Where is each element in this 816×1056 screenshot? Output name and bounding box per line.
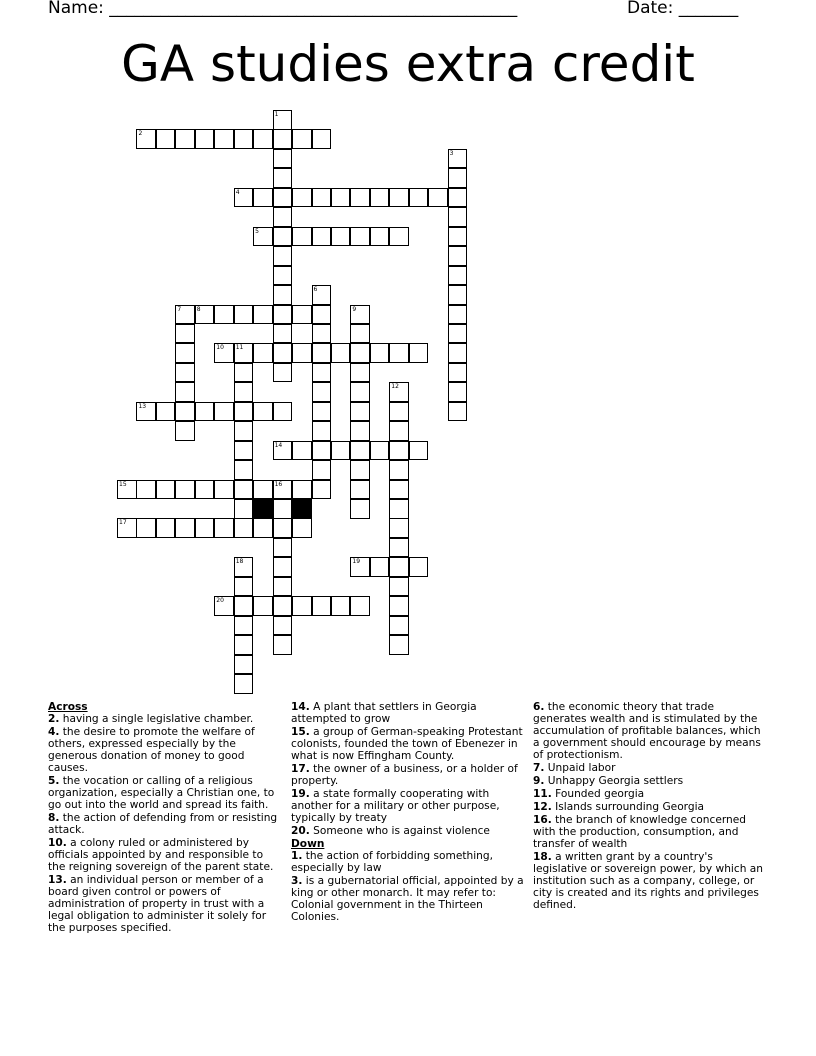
grid-cell[interactable]: [234, 655, 254, 675]
clue-item: [291, 825, 526, 837]
grid-cell[interactable]: [234, 557, 254, 577]
grid-cell[interactable]: [253, 402, 273, 422]
clue-number: 6.: [533, 701, 545, 713]
grid-cell[interactable]: [234, 480, 254, 500]
grid-cell[interactable]: [273, 324, 293, 344]
clue-item: [533, 762, 768, 774]
clue-number-label: 11: [235, 344, 244, 352]
clue-text: Unpaid labor: [547, 762, 616, 774]
grid-cell[interactable]: [195, 518, 215, 538]
grid-cell[interactable]: [312, 596, 332, 616]
page-title: GA studies extra credit: [121, 35, 695, 93]
clue-number: 1.: [291, 850, 303, 862]
name-field[interactable]: Name: ________________________________________________: [48, 0, 518, 18]
grid-cell[interactable]: [234, 635, 254, 655]
grid-cell[interactable]: [292, 480, 312, 500]
grid-cell[interactable]: [409, 343, 429, 363]
grid-cell[interactable]: [175, 518, 195, 538]
clue-number: 5.: [48, 775, 60, 787]
grid-cell[interactable]: [273, 168, 293, 188]
clue-number: 11.: [533, 788, 552, 800]
grid-cell[interactable]: [350, 305, 370, 325]
clue-text: a written grant by a country's legislative or sovereign power, by which an institution such as a company, college, or city is created and its rights and privileges defined.: [533, 851, 763, 911]
grid-cell[interactable]: [312, 343, 332, 363]
clue-number-label: 7: [177, 305, 182, 313]
clue-number-label: 14: [274, 441, 283, 449]
grid-cell[interactable]: [234, 616, 254, 636]
grid-cell[interactable]: [389, 577, 409, 597]
clue-text: A plant that settlers in Georgia attempted to grow: [291, 701, 477, 725]
grid-cell[interactable]: [253, 129, 273, 149]
grid-cell[interactable]: [350, 402, 370, 422]
grid-cell[interactable]: [175, 382, 195, 402]
grid-cell[interactable]: [273, 596, 293, 616]
grid-cell[interactable]: [370, 557, 390, 577]
grid-cell[interactable]: [312, 480, 332, 500]
grid-cell[interactable]: [389, 616, 409, 636]
grid-cell[interactable]: [389, 227, 409, 247]
grid-cell[interactable]: [253, 343, 273, 363]
clue-text: the branch of knowledge concerned with the production, consumption, and transfer of wealth: [533, 814, 746, 850]
grid-cell[interactable]: [448, 227, 468, 247]
clue-text: the economic theory that trade generates wealth and is stimulated by the accumulation of profitable balances, which a government should encourage by means of protectionism.: [533, 701, 761, 761]
black-cell: [253, 499, 273, 519]
clue-text: is a gubernatorial official, appointed by a king or other monarch. It may refer to: Colonial government in the Thirteen Colonies.: [291, 875, 524, 923]
grid-cell[interactable]: [234, 460, 254, 480]
clue-number: 14.: [291, 701, 310, 713]
clues-column-1: [48, 701, 283, 935]
grid-cell[interactable]: [156, 129, 176, 149]
grid-cell[interactable]: [273, 616, 293, 636]
clue-number: 3.: [291, 875, 303, 887]
grid-cell[interactable]: [195, 402, 215, 422]
grid-cell[interactable]: [234, 363, 254, 383]
grid-cell[interactable]: [214, 129, 234, 149]
clue-item: [48, 775, 283, 811]
grid-cell[interactable]: [273, 285, 293, 305]
grid-cell[interactable]: [273, 305, 293, 325]
grid-cell[interactable]: [448, 149, 468, 169]
grid-cell[interactable]: [350, 363, 370, 383]
clue-item: [533, 851, 768, 911]
grid-cell[interactable]: [273, 129, 293, 149]
grid-cell[interactable]: [350, 460, 370, 480]
clue-number-label: 6: [313, 286, 318, 294]
grid-cell[interactable]: [234, 441, 254, 461]
grid-cell[interactable]: [175, 343, 195, 363]
grid-cell[interactable]: [350, 596, 370, 616]
grid-cell[interactable]: [234, 129, 254, 149]
grid-cell[interactable]: [389, 441, 409, 461]
grid-cell[interactable]: [292, 441, 312, 461]
clue-number-label: 12: [391, 383, 399, 391]
grid-cell[interactable]: [312, 285, 332, 305]
grid-cell[interactable]: [156, 518, 176, 538]
grid-cell[interactable]: [175, 402, 195, 422]
grid-cell[interactable]: [389, 460, 409, 480]
grid-cell[interactable]: [350, 421, 370, 441]
grid-cell[interactable]: [389, 480, 409, 500]
clue-text: Someone who is against violence: [313, 825, 490, 837]
grid-cell[interactable]: [292, 518, 312, 538]
grid-cell[interactable]: [117, 480, 137, 500]
clue-number-label: 1: [274, 111, 279, 118]
grid-cell[interactable]: [195, 480, 215, 500]
grid-cell[interactable]: [350, 441, 370, 461]
grid-cell[interactable]: [389, 557, 409, 577]
grid-cell[interactable]: [273, 227, 293, 247]
grid-cell[interactable]: [136, 518, 156, 538]
clue-number: 13.: [48, 874, 67, 886]
black-cell: [292, 499, 312, 519]
grid-cell[interactable]: [214, 343, 234, 363]
clue-number: 16.: [533, 814, 552, 826]
grid-cell[interactable]: [273, 518, 293, 538]
grid-cell[interactable]: [253, 518, 273, 538]
grid-cell[interactable]: [350, 343, 370, 363]
grid-cell[interactable]: [273, 499, 293, 519]
clue-text: Founded georgia: [555, 788, 645, 800]
clue-item: [48, 837, 283, 873]
grid-cell[interactable]: [136, 402, 156, 422]
grid-cell[interactable]: [234, 343, 254, 363]
grid-cell[interactable]: [312, 382, 332, 402]
grid-cell[interactable]: [312, 363, 332, 383]
grid-cell[interactable]: [253, 305, 273, 325]
clue-text: Unhappy Georgia settlers: [547, 775, 684, 787]
grid-cell[interactable]: [136, 129, 156, 149]
grid-cell[interactable]: [448, 246, 468, 266]
clue-text: the vocation or calling of a religious organization, especially a Christian one, to go out into the world and spread its faith.: [48, 775, 275, 811]
grid-cell[interactable]: [273, 577, 293, 597]
grid-cell[interactable]: [448, 382, 468, 402]
grid-cell[interactable]: [448, 402, 468, 422]
clue-text: a colony ruled or administered by officials appointed by and responsible to the reigning sovereign of the parent state.: [48, 837, 274, 873]
grid-cell[interactable]: [292, 227, 312, 247]
grid-cell[interactable]: [312, 324, 332, 344]
grid-cell[interactable]: [175, 480, 195, 500]
clue-number-label: 17: [119, 519, 127, 527]
grid-cell[interactable]: [448, 363, 468, 383]
grid-cell[interactable]: [234, 596, 254, 616]
grid-cell[interactable]: [389, 421, 409, 441]
grid-cell[interactable]: [234, 518, 254, 538]
clue-number: 2.: [48, 713, 60, 725]
clue-number: 17.: [291, 763, 310, 775]
clue-text: an individual person or member of a board given control or powers of administration of property in trust with a legal obligation to administer it solely for the purposes specified.: [48, 874, 267, 934]
clue-item: [533, 801, 768, 813]
clue-text: the owner of a business, or a holder of property.: [291, 763, 518, 787]
clue-number: 20.: [291, 825, 310, 837]
grid-cell[interactable]: [273, 343, 293, 363]
grid-cell[interactable]: [292, 596, 312, 616]
clue-item: [48, 726, 283, 774]
grid-cell[interactable]: [273, 402, 293, 422]
grid-cell[interactable]: [312, 421, 332, 441]
grid-cell[interactable]: [389, 518, 409, 538]
grid-cell[interactable]: [273, 207, 293, 227]
grid-cell[interactable]: [273, 480, 293, 500]
grid-cell[interactable]: [448, 207, 468, 227]
grid-cell[interactable]: [175, 129, 195, 149]
clues-column-3: [533, 701, 768, 912]
grid-cell[interactable]: [273, 557, 293, 577]
clue-item: [533, 788, 768, 800]
grid-cell[interactable]: [448, 324, 468, 344]
grid-cell[interactable]: [273, 188, 293, 208]
grid-cell[interactable]: [350, 382, 370, 402]
clue-number: 7.: [533, 762, 545, 774]
clues-column-2: [291, 701, 526, 924]
clue-item: [291, 788, 526, 824]
clue-item: [291, 875, 526, 923]
clue-number: 18.: [533, 851, 552, 863]
grid-cell[interactable]: [175, 305, 195, 325]
clue-number-label: 4: [235, 188, 240, 196]
clue-number-label: 5: [255, 227, 259, 235]
grid-cell[interactable]: [312, 188, 332, 208]
grid-cell[interactable]: [214, 518, 234, 538]
grid-cell[interactable]: [234, 674, 254, 694]
grid-cell[interactable]: [253, 227, 273, 247]
grid-cell[interactable]: [273, 363, 293, 383]
grid-cell[interactable]: [234, 577, 254, 597]
grid-cell[interactable]: [175, 324, 195, 344]
grid-cell[interactable]: [370, 343, 390, 363]
grid-cell[interactable]: [292, 343, 312, 363]
grid-cell[interactable]: [234, 402, 254, 422]
grid-cell[interactable]: [136, 480, 156, 500]
clue-number-label: 10: [216, 344, 224, 352]
grid-cell[interactable]: [214, 305, 234, 325]
clue-item: [533, 775, 768, 787]
clue-text: a group of German-speaking Protestant colonists, founded the town of Ebenezer in what is now Effingham County.: [291, 726, 523, 762]
grid-cell[interactable]: [428, 188, 448, 208]
clue-number: 15.: [291, 726, 310, 738]
grid-cell[interactable]: [409, 441, 429, 461]
grid-cell[interactable]: [389, 188, 409, 208]
grid-cell[interactable]: [409, 188, 429, 208]
grid-cell[interactable]: [312, 460, 332, 480]
grid-cell[interactable]: [234, 421, 254, 441]
grid-cell[interactable]: [389, 538, 409, 558]
grid-cell[interactable]: [195, 129, 215, 149]
clue-item: [291, 850, 526, 874]
clue-text: a state formally cooperating with another for a military or other purpose, typically by treaty: [291, 788, 500, 824]
grid-cell[interactable]: [195, 305, 215, 325]
clue-number-label: 13: [138, 402, 147, 410]
clue-number: 10.: [48, 837, 67, 849]
clue-number-label: 2: [138, 130, 143, 138]
grid-cell[interactable]: [331, 227, 351, 247]
grid-cell[interactable]: [292, 129, 312, 149]
clue-item: [533, 814, 768, 850]
grid-cell[interactable]: [312, 305, 332, 325]
clue-item: [48, 812, 283, 836]
grid-cell[interactable]: [448, 266, 468, 286]
clue-number-label: 9: [352, 305, 357, 313]
clue-number-label: 8: [196, 305, 201, 313]
grid-cell[interactable]: [350, 324, 370, 344]
grid-cell[interactable]: [370, 188, 390, 208]
grid-cell[interactable]: [409, 557, 429, 577]
grid-cell[interactable]: [292, 305, 312, 325]
grid-cell[interactable]: [234, 499, 254, 519]
grid-cell[interactable]: [234, 305, 254, 325]
clue-number: 19.: [291, 788, 310, 800]
grid-cell[interactable]: [331, 441, 351, 461]
grid-cell[interactable]: [273, 110, 293, 130]
grid-cell[interactable]: [312, 227, 332, 247]
grid-cell[interactable]: [448, 188, 468, 208]
clue-text: the action of forbidding something, especially by law: [291, 850, 493, 874]
grid-cell[interactable]: [448, 168, 468, 188]
clue-text: having a single legislative chamber.: [62, 713, 254, 725]
clue-number: 9.: [533, 775, 545, 787]
grid-cell[interactable]: [273, 538, 293, 558]
clue-number-label: 19: [352, 558, 361, 566]
grid-cell[interactable]: [273, 635, 293, 655]
grid-cell[interactable]: [350, 480, 370, 500]
grid-cell[interactable]: [350, 557, 370, 577]
grid-cell[interactable]: [214, 596, 234, 616]
clue-item: [291, 726, 526, 762]
clue-item: [533, 701, 768, 761]
grid-cell[interactable]: [331, 596, 351, 616]
grid-cell[interactable]: [370, 227, 390, 247]
grid-cell[interactable]: [389, 635, 409, 655]
grid-cell[interactable]: [389, 596, 409, 616]
grid-cell[interactable]: [253, 596, 273, 616]
clue-number-label: 15: [119, 480, 127, 488]
grid-cell[interactable]: [350, 499, 370, 519]
grid-cell[interactable]: [175, 363, 195, 383]
clue-number-label: 18: [235, 558, 244, 566]
clue-number-label: 20: [216, 597, 224, 605]
grid-cell[interactable]: [389, 343, 409, 363]
grid-cell[interactable]: [175, 421, 195, 441]
grid-cell[interactable]: [273, 441, 293, 461]
grid-cell[interactable]: [273, 246, 293, 266]
grid-cell[interactable]: [389, 499, 409, 519]
grid-cell[interactable]: [234, 188, 254, 208]
date-field[interactable]: Date: _______: [627, 0, 739, 18]
grid-cell[interactable]: [350, 188, 370, 208]
clue-item: [48, 874, 283, 934]
across-heading: Across: [48, 701, 88, 713]
clue-item: [291, 763, 526, 787]
clue-number-label: 3: [449, 149, 454, 157]
clue-number: 4.: [48, 726, 60, 738]
down-heading: Down: [291, 838, 325, 850]
grid-cell[interactable]: [389, 382, 409, 402]
grid-cell[interactable]: [273, 149, 293, 169]
clue-text: Islands surrounding Georgia: [555, 801, 705, 813]
grid-cell[interactable]: [370, 441, 390, 461]
grid-cell[interactable]: [312, 402, 332, 422]
grid-cell[interactable]: [448, 285, 468, 305]
grid-cell[interactable]: [253, 188, 273, 208]
grid-cell[interactable]: [214, 480, 234, 500]
clue-number: 8.: [48, 812, 60, 824]
clue-number: 12.: [533, 801, 552, 813]
grid-cell[interactable]: [234, 382, 254, 402]
grid-cell[interactable]: [389, 402, 409, 422]
grid-cell[interactable]: [350, 227, 370, 247]
grid-cell[interactable]: [273, 266, 293, 286]
clue-text: the desire to promote the welfare of others, expressed especially by the generous donation of money to good causes.: [48, 726, 255, 774]
grid-cell[interactable]: [448, 305, 468, 325]
grid-cell[interactable]: [331, 188, 351, 208]
clue-item: [48, 713, 283, 725]
grid-cell[interactable]: [156, 402, 176, 422]
grid-cell[interactable]: [117, 518, 137, 538]
grid-cell[interactable]: [312, 129, 332, 149]
clue-text: the action of defending from or resisting attack.: [48, 812, 278, 836]
grid-cell[interactable]: [156, 480, 176, 500]
grid-cell[interactable]: [253, 480, 273, 500]
clue-item: [291, 701, 526, 725]
grid-cell[interactable]: [312, 441, 332, 461]
grid-cell[interactable]: [448, 343, 468, 363]
grid-cell[interactable]: [214, 402, 234, 422]
clue-number-label: 16: [274, 480, 283, 488]
grid-cell[interactable]: [292, 188, 312, 208]
grid-cell[interactable]: [331, 343, 351, 363]
